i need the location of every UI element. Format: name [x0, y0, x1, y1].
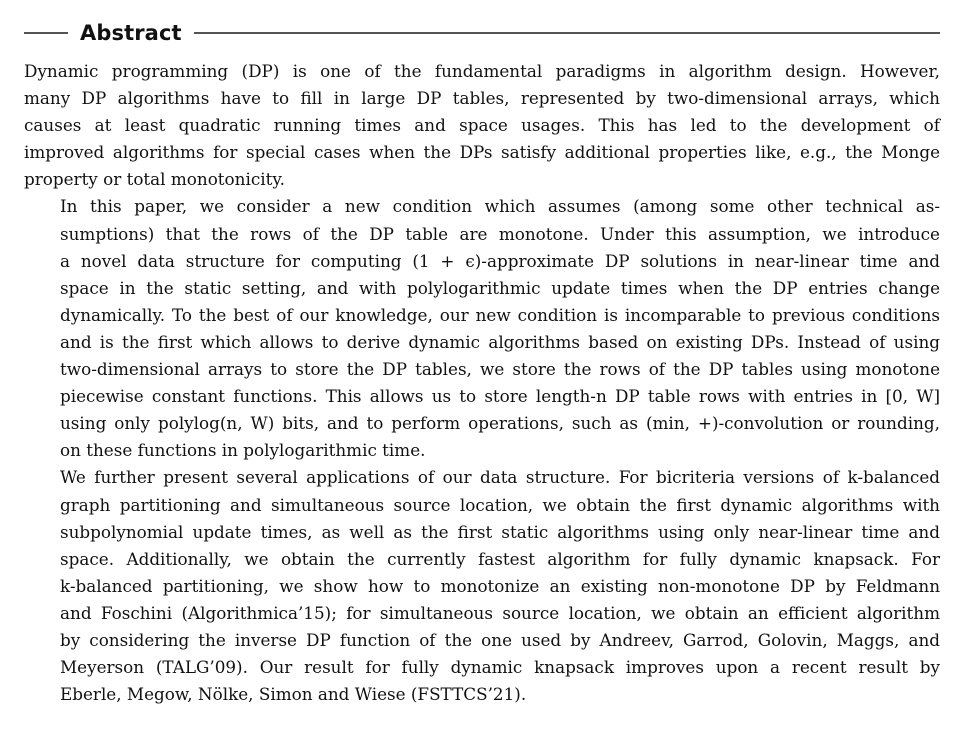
text-line: dynamically. To the best of our knowledge, our new condition is incomparable to previous conditions [60, 304, 940, 325]
abstract-section [24, 18, 940, 708]
text-line: subpolynomial update times, as well as the first static algorithms using only near-linear time and [60, 521, 940, 542]
text-line: many DP algorithms have to fill in large DP tables, represented by two-dimensional arrays, which [24, 88, 940, 109]
text-line: space. Additionally, we obtain the currently fastest algorithm for fully dynamic knapsack. For [60, 548, 940, 569]
text-line: graph partitioning and simultaneous source location, we obtain the first dynamic algorithms with [60, 494, 940, 515]
text-line: and Foschini (Algorithmica’15); for simultaneous source location, we obtain an efficient algorithm [60, 602, 940, 623]
text-line: on these functions in polylogarithmic time. [60, 440, 426, 461]
abstract-heading: Abstract [80, 21, 182, 45]
header-rule-left [24, 32, 68, 34]
text-line: and is the first which allows to derive dynamic algorithms based on existing DPs. Instead of using [60, 331, 940, 352]
abstract-paragraph-2 [24, 193, 940, 464]
text-line: Dynamic programming (DP) is one of the fundamental paradigms in algorithm design. However, [24, 61, 940, 81]
text-line: piecewise constant functions. This allows us to store length-n DP table rows with entries in [0, W] [60, 386, 940, 407]
text-line: k-balanced partitioning, we show how to monotonize an existing non-monotone DP by Feldmann [60, 575, 940, 596]
abstract-paragraph-1 [24, 58, 940, 193]
text-line: Meyerson (TALG’09). Our result for fully dynamic knapsack improves upon a recent result by [60, 657, 940, 678]
text-line: space in the static setting, and with polylogarithmic update times when the DP entries change [60, 277, 940, 298]
text-line: sumptions) that the rows of the DP table are monotone. Under this assumption, we introduce [60, 223, 940, 244]
text-line: causes at least quadratic running times and space usages. This has led to the development of [24, 115, 940, 136]
text-line: using only polylog(n, W) bits, and to perform operations, such as (min, +)-convolution or rounding, [60, 413, 940, 434]
text-line: Eberle, Megow, Nölke, Simon and Wiese (FSTTCS’21). [60, 684, 527, 705]
text-line: by considering the inverse DP function of the one used by Andreev, Garrod, Golovin, Maggs, and [60, 629, 940, 650]
text-line: In this paper, we consider a new condition which assumes (among some other technical as- [60, 196, 940, 217]
text-line: a novel data structure for computing (1 + ϵ)-approximate DP solutions in near-linear time and [60, 250, 940, 271]
header-rule-right [194, 32, 940, 34]
abstract-header [24, 18, 940, 48]
text-line: property or total monotonicity. [24, 169, 285, 190]
text-line: improved algorithms for special cases when the DPs satisfy additional properties like, e.g., the Monge [24, 142, 940, 163]
abstract-body [24, 58, 940, 708]
text-line: two-dimensional arrays to store the DP tables, we store the rows of the DP tables using monotone [60, 359, 940, 380]
abstract-paragraph-3 [24, 464, 940, 708]
text-line: We further present several applications of our data structure. For bicriteria versions of k-balanced [60, 467, 940, 488]
